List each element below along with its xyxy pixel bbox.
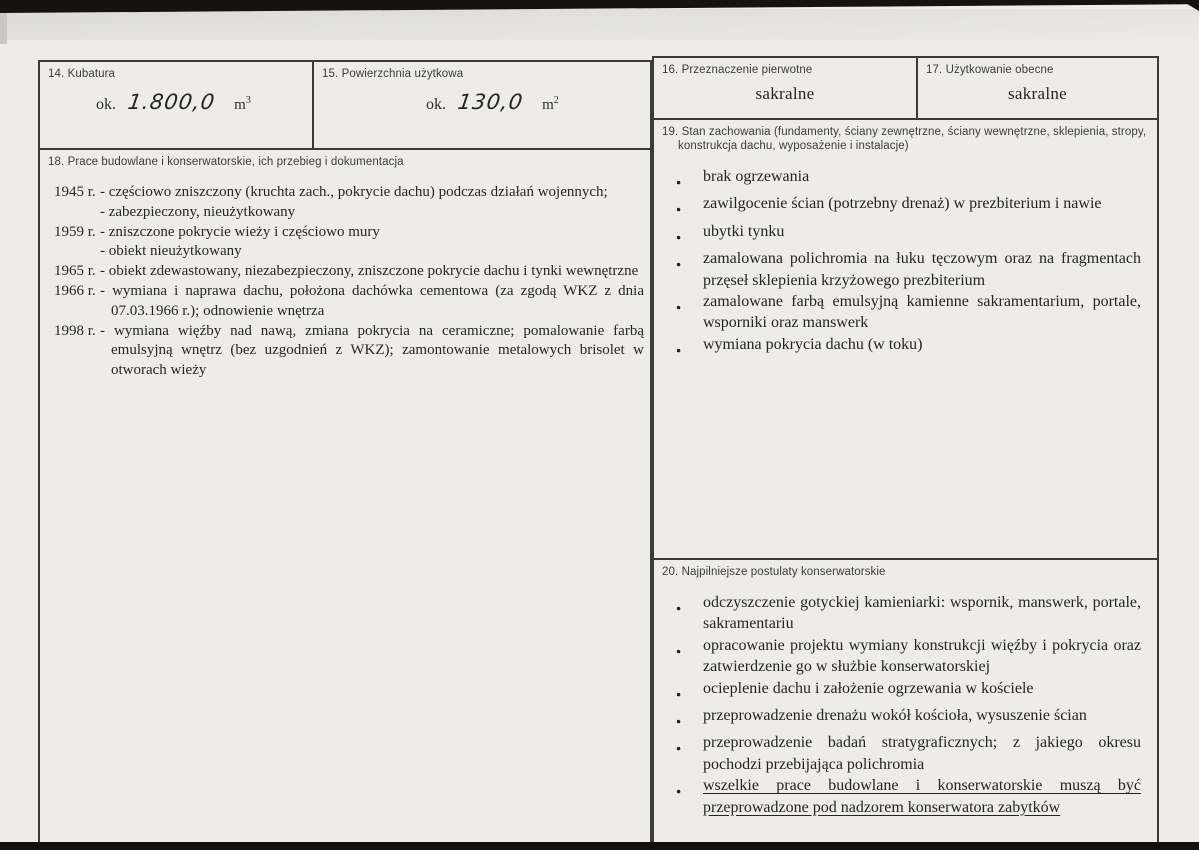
bullet-icon: ● <box>676 344 682 355</box>
works-entries <box>54 183 646 381</box>
bullet-item <box>676 635 1141 678</box>
field-14-handwritten-value: 1.800,0 <box>126 90 217 114</box>
bullet-icon: ● <box>676 786 682 797</box>
bullet-item <box>676 775 1141 818</box>
bullet-text: wymiana pokrycia dachu (w toku) <box>703 335 923 353</box>
bullet-text: zamalowane farbą emulsyjną kamienne sakramentarium, portale, wsporniki oraz manswerk <box>703 293 1141 332</box>
table-right <box>652 56 1159 850</box>
row-14-15 <box>40 62 650 150</box>
work-entry-line <box>54 203 646 223</box>
work-entry-text: - zniszczone pokrycie wieży i częściowo mury <box>100 223 380 240</box>
bullet-icon: ● <box>676 688 682 699</box>
field-15-powierzchnia <box>314 62 650 148</box>
condition-bullets <box>676 166 1141 361</box>
field-18-label: 18. Prace budowlane i konserwatorskie, ich przebieg i dokumentacja <box>48 156 404 168</box>
field-15-unit <box>542 97 559 113</box>
field-16-value: sakralne <box>755 84 815 103</box>
field-17-uzytkowanie <box>918 58 1157 118</box>
field-15-unit-base: m <box>542 97 554 113</box>
bullet-text: wszelkie prace budowlane i konserwatorskie muszą być przeprowadzone pod nadzorem konserwatora zabytków <box>703 777 1141 816</box>
bullet-item <box>676 166 1141 193</box>
paper-edge-smudge <box>0 10 7 44</box>
work-entry-line <box>54 282 646 322</box>
bullet-icon: ● <box>676 177 682 187</box>
work-entry-line <box>54 223 646 243</box>
bullet-text: brak ogrzewania <box>703 168 810 185</box>
field-15-value <box>314 90 650 114</box>
postulates-bullets <box>676 592 1141 818</box>
bullet-icon: ● <box>676 743 682 754</box>
field-14-unit-base: m <box>234 97 246 113</box>
table-left <box>38 60 652 850</box>
field-17-value: sakralne <box>1007 84 1068 103</box>
bullet-item <box>676 291 1141 334</box>
field-14-kubatura <box>40 62 314 148</box>
bullet-icon: ● <box>676 231 682 242</box>
bullet-item <box>676 248 1141 291</box>
work-entry-year: 1959 r. <box>54 223 96 240</box>
bullet-item <box>676 334 1141 361</box>
field-14-unit-exponent: 3 <box>245 95 251 106</box>
work-entry-year: 1998 r. <box>54 322 96 339</box>
bullet-icon: ● <box>676 302 682 313</box>
field-15-unit-exponent: 2 <box>553 95 559 106</box>
work-entry-text: - obiekt zdewastowany, niezabezpieczony, zniszczone pokrycie dachu i tynki wewnętrzne <box>100 263 639 280</box>
bullet-item <box>676 592 1141 635</box>
bullet-icon: ● <box>676 603 682 613</box>
bullet-icon: ● <box>676 645 682 656</box>
bullet-text: zamalowana polichromia na łuku tęczowym oraz na fragmentach przęseł sklepienia krzyżowego prezbiterium <box>703 250 1141 289</box>
bullet-text: ocieplenie dachu i założenie ogrzewania w kościele <box>703 679 1034 697</box>
work-entry-year: 1945 r. <box>54 184 96 200</box>
work-entry-text: - wymiana więźby nad nawą, zmiana pokrycia na ceramiczne; pomalowanie farbą emulsyjną wnętrz (bez uzgodnień z WKZ); zamontowanie metalowych brisolet w otworach wieży <box>100 322 644 379</box>
work-entry-text: - częściowo zniszczony (kruchta zach., pokrycie dachu) podczas działań wojennych; <box>100 184 608 200</box>
bullet-icon: ● <box>676 204 682 215</box>
work-entry-line <box>54 262 646 282</box>
paper-edge-strip <box>0 9 1199 40</box>
field-18-works <box>40 150 650 381</box>
bullet-item <box>676 732 1141 775</box>
field-14-label: 14. Kubatura <box>48 68 116 80</box>
field-16-przeznaczenie <box>654 58 918 118</box>
work-entry-text: - wymiana i naprawa dachu, położona dachówka cementowa (za zgodą WKZ z dnia 07.03.1966 r.); odnowienie wnętrza <box>100 282 644 319</box>
bullet-icon: ● <box>676 259 682 270</box>
bullet-item <box>676 193 1141 220</box>
work-entry-line <box>54 322 646 381</box>
field-15-label: 15. Powierzchnia użytkowa <box>322 68 464 80</box>
field-19-label: 19. Stan zachowania (fundamenty, ściany zewnętrzne, ściany wewnętrzne, sklepienia, stropy, konstrukcja dachu, wyposażenie i instalacje) <box>662 126 1147 152</box>
work-entry-text: - obiekt nieużytkowany <box>100 243 242 260</box>
bullet-text: opracowanie projektu wymiany konstrukcji więźby i pokrycia oraz zatwierdzenie go w służbie konserwatorskiej <box>703 636 1141 676</box>
field-17-label: 17. Użytkowanie obecne <box>926 64 1054 76</box>
row-16-17 <box>654 58 1157 120</box>
field-14-value <box>40 90 312 114</box>
field-14-unit <box>234 97 251 113</box>
scan-edge-bottom <box>0 842 1199 850</box>
work-entry-year: 1965 r. <box>54 263 96 280</box>
field-20-label: 20. Najpilniejsze postulaty konserwatorskie <box>662 566 886 578</box>
work-entry-year: 1966 r. <box>54 282 96 299</box>
bullet-text: ubytki tynku <box>703 222 785 240</box>
field-19-condition <box>654 120 1157 560</box>
bullet-item <box>676 221 1141 248</box>
bullet-text: przeprowadzenie badań stratygraficznych; z jakiego okresu pochodzi przebijająca polichromia <box>703 734 1141 773</box>
field-15-prefix: ok. <box>426 96 446 113</box>
field-15-handwritten-value: 130,0 <box>456 90 525 114</box>
bullet-item <box>676 678 1141 705</box>
bullet-text: przeprowadzenie drenażu wokół kościoła, wysuszenie ścian <box>703 707 1087 725</box>
work-entry-line <box>54 242 646 262</box>
bullet-text: odczyszczenie gotyckiej kamieniarki: wspornik, manswerk, portale, sakramentariu <box>703 594 1141 633</box>
bullet-text: zawilgocenie ścian (potrzebny drenaż) w prezbiterium i nawie <box>703 195 1102 213</box>
field-16-label: 16. Przeznaczenie pierwotne <box>662 64 813 76</box>
field-20-postulates <box>654 560 1157 818</box>
bullet-item <box>676 705 1141 732</box>
work-entry-text: - zabezpieczony, nieużytkowany <box>100 203 296 220</box>
field-14-prefix: ok. <box>96 96 116 113</box>
bullet-icon: ● <box>676 716 682 727</box>
work-entry-line <box>54 183 646 203</box>
